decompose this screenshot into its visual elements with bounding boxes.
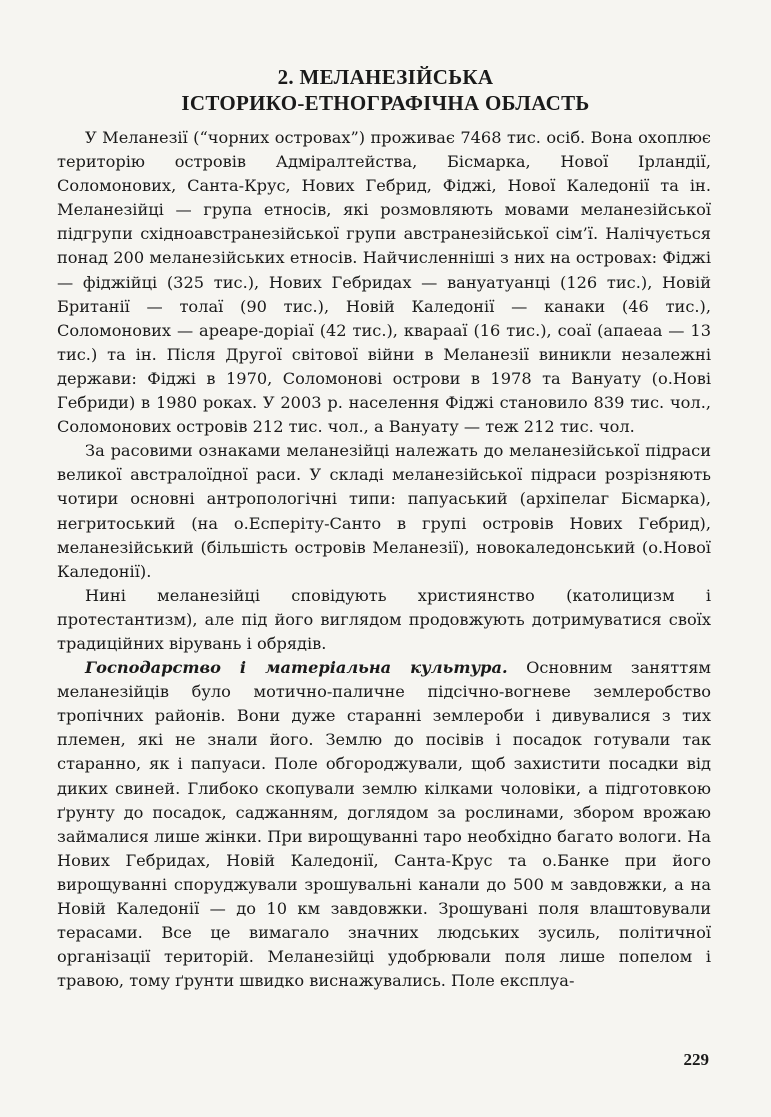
heading-line-1: 2. МЕЛАНЕЗІЙСЬКА (277, 65, 494, 89)
section-heading (60, 64, 711, 116)
paragraph-population: У Меланезії (“чорних островах”) проживає 7468 тис. осіб. Вона охоплює територію островів Адміралтейства, Бісмарка, Нової Ірландії, Соломонових, Санта-Крус, Нових Гебрид, Фіджі, Нової Каледонії та ін. Меланезійці — група етносів, які розмовляють мовами меланезійської підгрупи східноавстранезійської групи австранезійської сім’ї. Налічується понад 200 меланезійських етносів. Найчисленніші з них на островах: Фіджі — фіджійці (325 тис.), Нових Гебридах — вануатуанці (126 тис.), Новій Британії — толаї (90 тис.), Новій Каледонії — канаки (46 тис.), Соломонових — ареаре-доріаї (42 тис.), кварааї (16 тис.), соаї (апаеаа — 13 тис.) та ін. Після Другої світової війни в Меланезії виникли незалежні держави: Фіджі в 1970, Соломонові острови в 1978 та Вануату (о.Нові Гебриди) в 1980 роках. У 2003 р. населення Фіджі становило 839 тис. чол., Соломонових островів 212 тис. чол., а Вануату — теж 212 тис. чол. (57, 128, 711, 437)
economy-lead-phrase: Господарство і матеріальна культура. (85, 658, 508, 678)
paragraph-religion: Нині меланезійці сповідують християнство (католицизм і протестантизм), але під його виглядом продовжують дотримуватися своїх традиційних вірувань і обрядів. (57, 585, 711, 653)
economy-text: Основним заняттям меланезійців було мотично-паличне підсічно-вогневе землеробство тропічних районів. Вони дуже старанні землероби і дивувалися з тих племен, які не знали його. Землю до посівів і посадок готували так старанно, як і папуаси. Поле обгороджували, щоб захистити посадки від диких свиней. Глибоко скопували землю кілками чоловіки, а підготовкою ґрунту до посадок, саджанням, доглядом за рослинами, збором врожаю займалися лише жінки. При вирощуванні таро необхідно багато вологи. На Нових Гебридах, Новій Каледонії, Санта-Крус та о.Банке при його вирощуванні споруджували зрошувальні канали до 500 м завдовжки, а на Новій Каледонії — до 10 км завдовжки. Зрошувані поля влаштовували терасами. Все це вимагало значних людських зусиль, політичної організації територій. Меланезійці удобрювали поля лише попелом і травою, тому ґрунти швидко виснажувались. Поле експлуа- (57, 658, 712, 991)
paragraph-race: За расовими ознаками меланезійці належать до меланезійської підраси великої австралоїдної раси. У складі меланезійської підраси розрізняють чотири основні антропологічні типи: папуаський (архіпелаг Бісмарка), негритоський (на о.Есперіту-Санто в групі островів Нових Гебрид), меланезійський (більшість островів Меланезії), новокаледонський (о.Нової Каледонії). (57, 441, 711, 581)
page-number: 229 (683, 1050, 709, 1069)
body-text (57, 126, 711, 993)
heading-line-2: ІСТОРИКО-ЕТНОГРАФІЧНА ОБЛАСТЬ (181, 91, 590, 115)
paragraph-economy (57, 656, 711, 993)
